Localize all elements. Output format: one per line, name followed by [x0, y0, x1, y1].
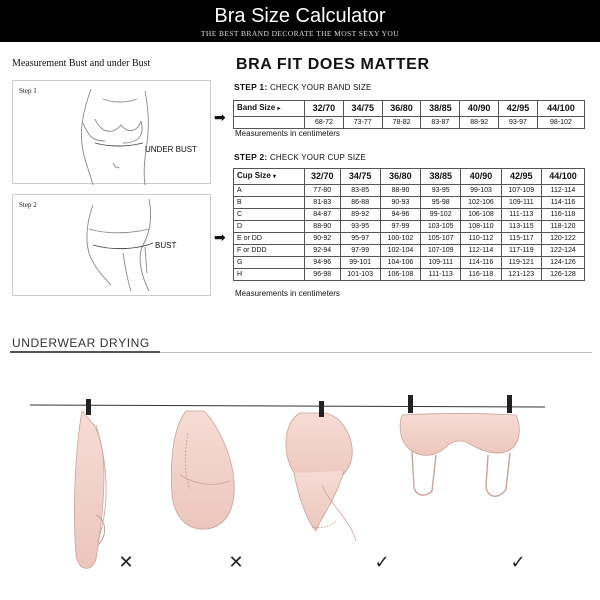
table-cell: 99-103	[461, 185, 501, 197]
cup-label-cell: H	[234, 269, 305, 281]
clothespin	[507, 395, 512, 413]
table-cell: 68-72	[305, 117, 344, 129]
clothesline	[30, 405, 545, 407]
column-header: 32/70	[305, 169, 341, 185]
table-cell: 103-105	[421, 221, 461, 233]
table-cell: 94-96	[380, 209, 420, 221]
table-row	[234, 117, 585, 129]
table-cell: 106-108	[461, 209, 501, 221]
cup-label-cell: E or DD	[234, 233, 305, 245]
arrow-right-icon: ➡	[214, 229, 226, 245]
table-cell: 94-96	[305, 257, 341, 269]
table-cell: 113-115	[501, 221, 541, 233]
table-cell: 99-102	[421, 209, 461, 221]
table-cell: 89-92	[340, 209, 380, 221]
table-cell: 112-114	[461, 245, 501, 257]
table-cell: 92-94	[305, 245, 341, 257]
table-cell: 114-116	[541, 197, 584, 209]
table-cell: 86-88	[340, 197, 380, 209]
drying-illustration	[0, 355, 600, 600]
table-row	[234, 269, 585, 281]
step1-illustration	[12, 80, 211, 184]
band-size-table	[233, 100, 585, 129]
cup-size-header	[234, 169, 305, 185]
table-cell: 109-111	[501, 197, 541, 209]
band-step-heading	[234, 82, 372, 92]
table-cell: 107-109	[421, 245, 461, 257]
table-cell: 116-118	[541, 209, 584, 221]
table-cell: 112-114	[541, 185, 584, 197]
cup-step-number: STEP 2:	[234, 152, 268, 162]
table-cell: 97-99	[380, 221, 420, 233]
bra-hung-by-strap-illustration	[74, 399, 106, 568]
band-step-text: CHECK YOUR BAND SIZE	[269, 83, 372, 92]
table-cell: 101-103	[340, 269, 380, 281]
table-cell: 116-118	[461, 269, 501, 281]
table-cell: 98-102	[537, 117, 584, 129]
table-cell: 106-108	[380, 269, 420, 281]
bra-hung-by-band-illustration	[400, 395, 519, 496]
table-cell: 95-97	[340, 233, 380, 245]
step2-label: Step 2	[19, 201, 37, 209]
band-size-label: Band Size	[237, 103, 276, 112]
arrow-right-icon: ➡	[214, 109, 226, 125]
table-cell: 107-109	[501, 185, 541, 197]
column-header: 38/85	[421, 169, 461, 185]
table-cell: 117-119	[501, 245, 541, 257]
correct-mark-icon: ✓	[374, 552, 390, 573]
page-title: Bra Size Calculator	[214, 5, 386, 27]
measurement-title: Measurement Bust and under Bust	[12, 58, 151, 69]
band-note: Measurements in centimeters	[235, 129, 340, 138]
step2-illustration	[12, 194, 211, 296]
table-cell: 83-87	[421, 117, 460, 129]
table-row	[234, 185, 585, 197]
table-cell: 100-102	[380, 233, 420, 245]
column-header: 36/80	[382, 101, 421, 117]
table-cell: 122-124	[541, 245, 584, 257]
table-cell: 105-107	[421, 233, 461, 245]
cup-label-cell: F or DDD	[234, 245, 305, 257]
table-cell: 119-121	[501, 257, 541, 269]
clothespin	[408, 395, 413, 413]
cup-label-cell: D	[234, 221, 305, 233]
table-cell: 102-106	[461, 197, 501, 209]
table-cell: 93-95	[421, 185, 461, 197]
triangle-down-icon: ▾	[273, 174, 277, 180]
table-cell: 99-101	[340, 257, 380, 269]
column-header: 40/90	[460, 101, 499, 117]
underbust-annotation: UNDER BUST	[145, 145, 198, 154]
correct-mark-icon: ✓	[510, 552, 526, 573]
table-cell: 97-99	[340, 245, 380, 257]
bust-annotation: BUST	[155, 241, 177, 250]
band-size-header	[234, 101, 305, 117]
table-row	[234, 209, 585, 221]
column-header: 42/95	[501, 169, 541, 185]
underbust-figure-illustration	[53, 81, 183, 185]
column-header: 44/100	[537, 101, 584, 117]
table-cell: 84-87	[305, 209, 341, 221]
wrong-mark-icon: ✕	[118, 552, 134, 573]
step1-label: Step 1	[19, 87, 37, 95]
table-cell: 115-117	[501, 233, 541, 245]
table-cell: 102-104	[380, 245, 420, 257]
table-cell: 88-90	[305, 221, 341, 233]
column-header: 38/85	[421, 101, 460, 117]
table-cell: 114-116	[461, 257, 501, 269]
clothespin	[86, 399, 91, 415]
table-row	[234, 197, 585, 209]
table-cell: 83-85	[340, 185, 380, 197]
column-header: 40/90	[461, 169, 501, 185]
table-cell: 77-80	[305, 185, 341, 197]
table-header-row	[234, 101, 585, 117]
cup-label-cell: G	[234, 257, 305, 269]
table-cell: 111-113	[501, 209, 541, 221]
fit-title: BRA FIT DOES MATTER	[236, 56, 430, 73]
table-cell: 73-77	[343, 117, 382, 129]
table-cell: 118-120	[541, 221, 584, 233]
table-cell: 109-111	[421, 257, 461, 269]
table-cell: 90-93	[380, 197, 420, 209]
cup-label-cell: B	[234, 197, 305, 209]
table-cell: 93-95	[340, 221, 380, 233]
bra-hung-from-center-illustration	[286, 401, 356, 541]
cup-size-table	[233, 168, 585, 281]
cup-step-text: CHECK YOUR CUP SIZE	[269, 153, 366, 162]
table-row	[234, 245, 585, 257]
table-cell: 108-110	[461, 221, 501, 233]
wrong-mark-icon: ✕	[228, 552, 244, 573]
table-cell: 88-92	[460, 117, 499, 129]
section-divider-accent	[10, 351, 160, 353]
clothespin	[319, 401, 324, 417]
table-cell: 111-113	[421, 269, 461, 281]
cup-label-cell: C	[234, 209, 305, 221]
table-cell: 96-98	[305, 269, 341, 281]
table-cell: 126-128	[541, 269, 584, 281]
table-cell: 120-122	[541, 233, 584, 245]
table-cell: 81-83	[305, 197, 341, 209]
band-step-number: STEP 1:	[234, 82, 268, 92]
table-row	[234, 257, 585, 269]
table-cell: 121-123	[501, 269, 541, 281]
drying-title: UNDERWEAR DRYING	[12, 336, 150, 350]
cup-note: Measurements in centimeters	[235, 289, 340, 298]
column-header: 42/95	[499, 101, 538, 117]
header-banner	[0, 0, 600, 42]
table-cell: 110-112	[461, 233, 501, 245]
cup-label-cell: A	[234, 185, 305, 197]
column-header: 32/70	[305, 101, 344, 117]
table-cell: 95-98	[421, 197, 461, 209]
cup-step-heading	[234, 152, 366, 162]
table-cell: 88-90	[380, 185, 420, 197]
table-row	[234, 233, 585, 245]
table-cell	[234, 117, 305, 129]
column-header: 34/75	[343, 101, 382, 117]
table-cell: 90-92	[305, 233, 341, 245]
table-cell: 124-126	[541, 257, 584, 269]
table-header-row	[234, 169, 585, 185]
triangle-right-icon: ▸	[277, 106, 281, 112]
table-cell: 104-106	[380, 257, 420, 269]
cup-size-label: Cup Size	[237, 171, 271, 180]
table-row	[234, 221, 585, 233]
column-header: 34/75	[340, 169, 380, 185]
table-cell: 78-82	[382, 117, 421, 129]
column-header: 44/100	[541, 169, 584, 185]
header-subtitle: THE BEST BRAND DECORATE THE MOST SEXY YOU	[200, 29, 400, 38]
table-cell: 93-97	[499, 117, 538, 129]
column-header: 36/80	[380, 169, 420, 185]
bra-folded-over-line-illustration	[171, 411, 234, 529]
